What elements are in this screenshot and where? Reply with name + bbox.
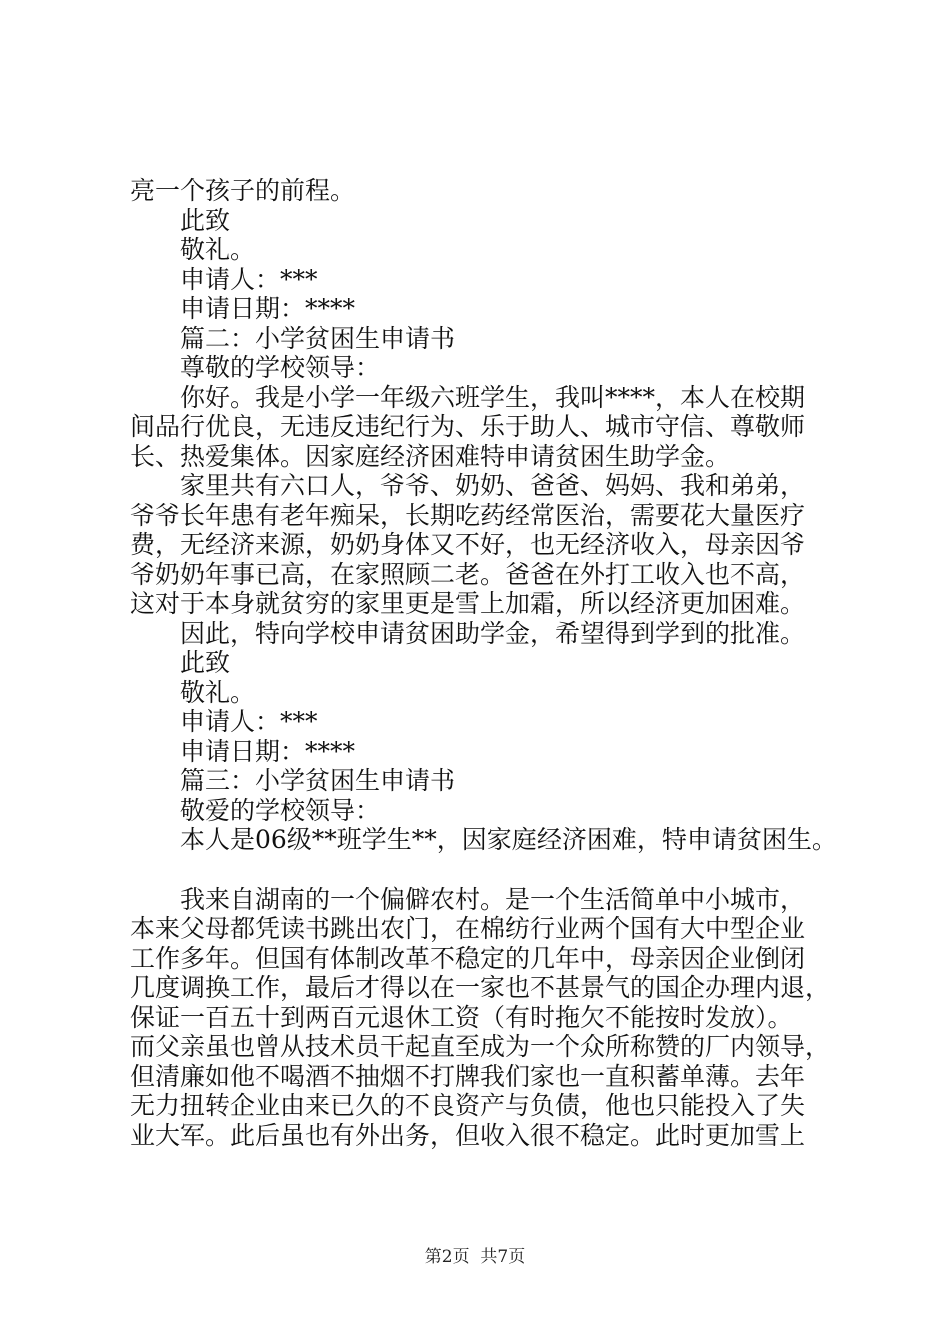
text-line: 业大军。此后虽也有外出务，但收入很不稳定。此时更加雪上: [130, 1120, 806, 1150]
text-line: 我来自湖南的一个偏僻农村。是一个生活简单中小城市，: [180, 884, 806, 914]
page-footer: 第2页 共7页: [424, 1247, 526, 1267]
text-line: 几度调换工作，最后才得以在一家也不甚景气的国企办理内退，: [130, 973, 831, 1002]
text-line: 无力扭转企业由来已久的不良资产与负债，他也只能投入了失: [130, 1091, 806, 1120]
text-line: 工作多年。但国有体制改革不稳定的几年中，母亲因企业倒闭: [130, 943, 806, 973]
text-line: 亮一个孩子的前程。: [130, 176, 356, 205]
text-line: 间品行优良，无违反违纪行为、乐于助人、城市守信、尊敬师: [130, 412, 806, 441]
text-line: 敬爱的学校领导：: [180, 795, 381, 825]
text-line: 申请人：***: [180, 264, 318, 294]
paragraph-gap: [130, 855, 850, 885]
text-line: 尊敬的学校领导：: [180, 353, 381, 382]
text-line: 篇三：小学贫困生申请书: [180, 766, 456, 795]
text-line: 此致: [180, 205, 231, 235]
text-line: 而父亲虽也曾从技术员干起直至成为一个众所称赞的厂内领导，: [130, 1032, 831, 1061]
text-line: 申请人：***: [180, 707, 318, 736]
text-line: 申请日期：****: [180, 294, 356, 323]
text-line: 因此，特向学校申请贫困助学金，希望得到学到的批准。: [180, 618, 806, 648]
text-line: 这对于本身就贫穷的家里更是雪上加霜，所以经济更加困难。: [130, 589, 806, 618]
text-line: 但清廉如他不喝酒不抽烟不打牌我们家也一直积蓄单薄。去年: [130, 1061, 806, 1091]
text-line: 爷奶奶年事已高，在家照顾二老。爸爸在外打工收入也不高，: [130, 559, 806, 589]
text-line: 申请日期：****: [180, 736, 356, 766]
text-line: 本来父母都凭读书跳出农门，在棉纺行业两个国有大中型企业: [130, 914, 806, 943]
text-line: 此致: [180, 648, 231, 677]
text-line: 爷爷长年患有老年痴呆，长期吃药经常医治，需要花大量医疗: [130, 500, 806, 530]
text-line: 篇二：小学贫困生申请书: [180, 323, 456, 353]
text-line: 敬礼。: [180, 235, 256, 264]
text-line: 你好。我是小学一年级六班学生，我叫****，本人在校期: [180, 382, 806, 412]
text-line: 费，无经济来源，奶奶身体又不好，也无经济收入，母亲因爷: [130, 530, 806, 559]
text-line: 保证一百五十到两百元退休工资（有时拖欠不能按时发放）。: [130, 1002, 793, 1032]
text-line: 长、热爱集体。因家庭经济困难特申请贫困生助学金。: [130, 441, 731, 471]
text-line: 家里共有六口人，爷爷、奶奶、爸爸、妈妈、我和弟弟，: [180, 471, 806, 500]
text-line: 敬礼。: [180, 677, 256, 707]
text-line: 本人是06级**班学生**，因家庭经济困难，特申请贫困生。: [180, 825, 837, 854]
document-body: [130, 176, 850, 1150]
